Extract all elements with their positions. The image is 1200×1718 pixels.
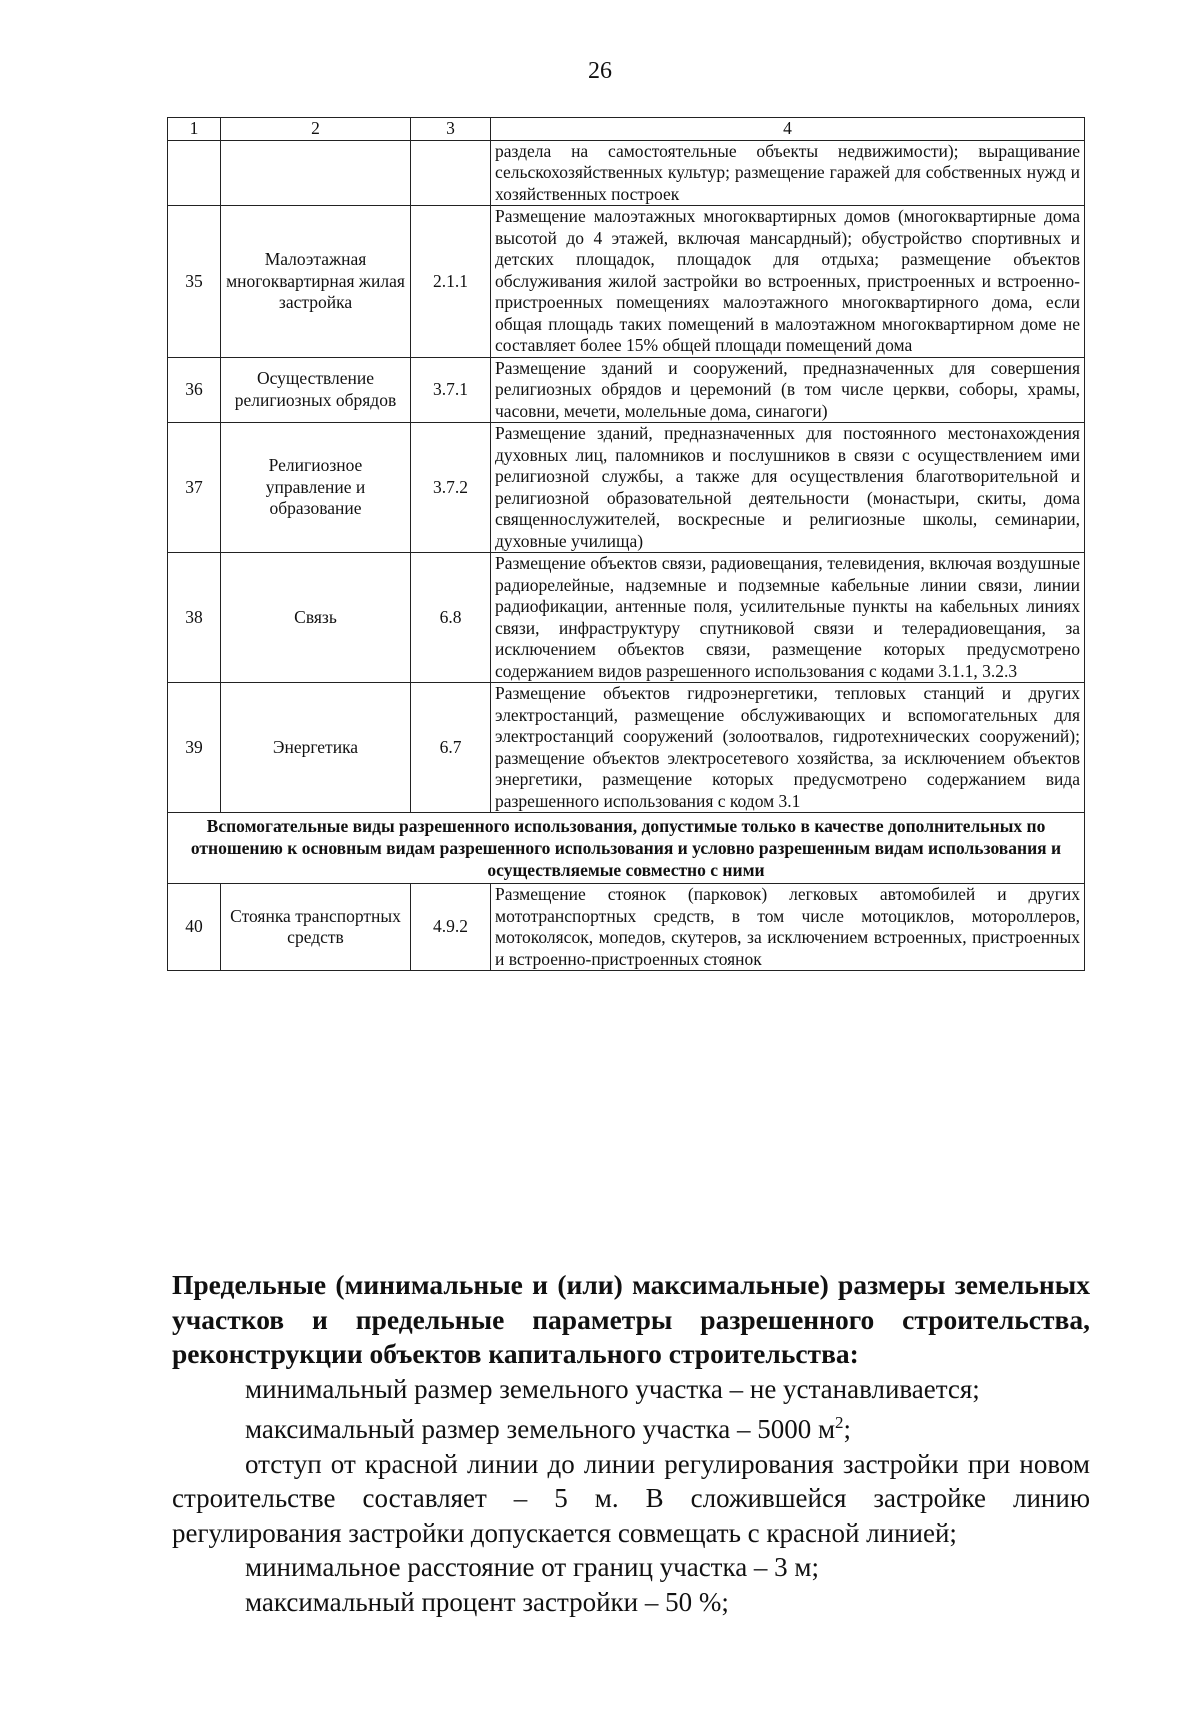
row-code: 3.7.2 [411, 423, 491, 553]
table-row [168, 206, 1085, 358]
row-name: Малоэтажная многоквартирная жилая застройка [221, 206, 411, 358]
row-number: 35 [168, 206, 221, 358]
table-body-main [168, 140, 1085, 813]
table-row [168, 357, 1085, 423]
setback-line: отступ от красной линии до линии регулирования застройки при новом строительстве составляет – 5 м. В сложившейся застройке линию регулирования застройки допускается совмещать с красной линией; [172, 1448, 1090, 1548]
row-number: 36 [168, 357, 221, 423]
row-description: Размещение зданий и сооружений, предназначенных для совершения религиозных обрядов и церемоний (в том числе церкви, соборы, храмы, часовни, мечети, молельные дома, синагоги) [491, 357, 1085, 423]
max-area-superscript: 2 [835, 1413, 844, 1432]
table-body-auxiliary [168, 884, 1085, 971]
row-description: Размещение объектов связи, радиовещания, телевидения, включая воздушные радиорелейные, надземные и подземные кабельные линии связи, линии радиофикации, антенные поля, усилительные пункты на кабельных линиях связи, инфраструктуру спутниковой связи и телерадиовещания, за исключением объектов связи, размещение которых предусмотрено содержанием видов разрешенного использования с кодами 3.1.1, 3.2.3 [491, 553, 1085, 683]
row-description: Размещение стоянок (парковок) легковых автомобилей и других мототранспортных средств, в том числе мотоциклов, мотороллеров, мотоколясок, мопедов, скутеров, за исключением встроенных, пристроенных и встроенно-пристроенных стоянок [491, 884, 1085, 971]
row-number [168, 140, 221, 206]
row-code: 4.9.2 [411, 884, 491, 971]
row-name: Энергетика [221, 683, 411, 813]
row-description: Размещение объектов гидроэнергетики, тепловых станций и других электростанций, размещение обслуживающих и вспомогательных для электростанций сооружений (золоотвалов, гидротехнических сооружений); размещение объектов электросетевого хозяйства, за исключением объектов энергетики, размещение которых предусмотрено содержанием вида разрешенного использования с кодом 3.1 [491, 683, 1085, 813]
parameters-heading: Предельные (минимальные и (или) максимальные) размеры земельных участков и предельные параметры разрешенного строительства, реконструкции объектов капитального строительства: [172, 1269, 1090, 1369]
section-row [168, 813, 1085, 884]
table-row [168, 553, 1085, 683]
row-code: 3.7.1 [411, 357, 491, 423]
table-row [168, 140, 1085, 206]
min-area-line: минимальный размер земельного участка – не устанавливается; [245, 1373, 980, 1404]
row-name: Религиозное управление и образование [221, 423, 411, 553]
row-name [221, 140, 411, 206]
max-area-text: максимальный размер земельного участка – 5000 м [245, 1414, 836, 1444]
row-number: 40 [168, 884, 221, 971]
row-description: Размещение малоэтажных многоквартирных домов (многоквартирные дома высотой до 4 этажей, включая мансардный); обустройство спортивных и детских площадок, площадок для отдыха; размещение объектов обслуживания жилой застройки во встроенных, пристроенных и встроенно-пристроенных помещениях малоэтажного многоквартирного дома, если общая площадь таких помещений в малоэтажном многоквартирном доме не составляет более 15% общей площади помещений дома [491, 206, 1085, 358]
column-header: 4 [491, 118, 1085, 141]
row-code: 6.8 [411, 553, 491, 683]
row-code [411, 140, 491, 206]
parameters-section [172, 1268, 1090, 1619]
column-header: 2 [221, 118, 411, 141]
table-row [168, 884, 1085, 971]
column-header: 1 [168, 118, 221, 141]
land-use-table [167, 117, 1085, 971]
max-coverage-line: максимальный процент застройки – 50 %; [245, 1586, 729, 1617]
row-number: 37 [168, 423, 221, 553]
max-area-line [172, 1406, 1090, 1447]
column-header: 3 [411, 118, 491, 141]
row-name: Связь [221, 553, 411, 683]
row-code: 6.7 [411, 683, 491, 813]
table-row [168, 423, 1085, 553]
row-description: раздела на самостоятельные объекты недвижимости); выращивание сельскохозяйственных культур; размещение гаражей для собственных нужд и хозяйственных построек [491, 140, 1085, 206]
page-number: 26 [588, 58, 612, 84]
min-distance-line: минимальное расстояние от границ участка – 3 м; [245, 1552, 820, 1582]
row-description: Размещение зданий, предназначенных для постоянного местонахождения духовных лиц, паломников и послушников в связи с осуществлением ими религиозной службы, а также для осуществления благотворительной и религиозной образовательной деятельности (монастыри, скиты, дома священнослужителей, воскресные и религиозные школы, семинарии, духовные училища) [491, 423, 1085, 553]
row-name: Стоянка транспортных средств [221, 884, 411, 971]
row-number: 39 [168, 683, 221, 813]
row-name: Осуществление религиозных обрядов [221, 357, 411, 423]
table-header-row [168, 118, 1085, 141]
max-area-end: ; [843, 1414, 852, 1444]
section-title: Вспомогательные виды разрешенного использования, допустимые только в качестве дополнительных по отношению к основным видам разрешенного использования и условно разрешенным видам использования и осуществляемые совместно с ними [168, 813, 1085, 884]
row-code: 2.1.1 [411, 206, 491, 358]
table-row [168, 683, 1085, 813]
row-number: 38 [168, 553, 221, 683]
